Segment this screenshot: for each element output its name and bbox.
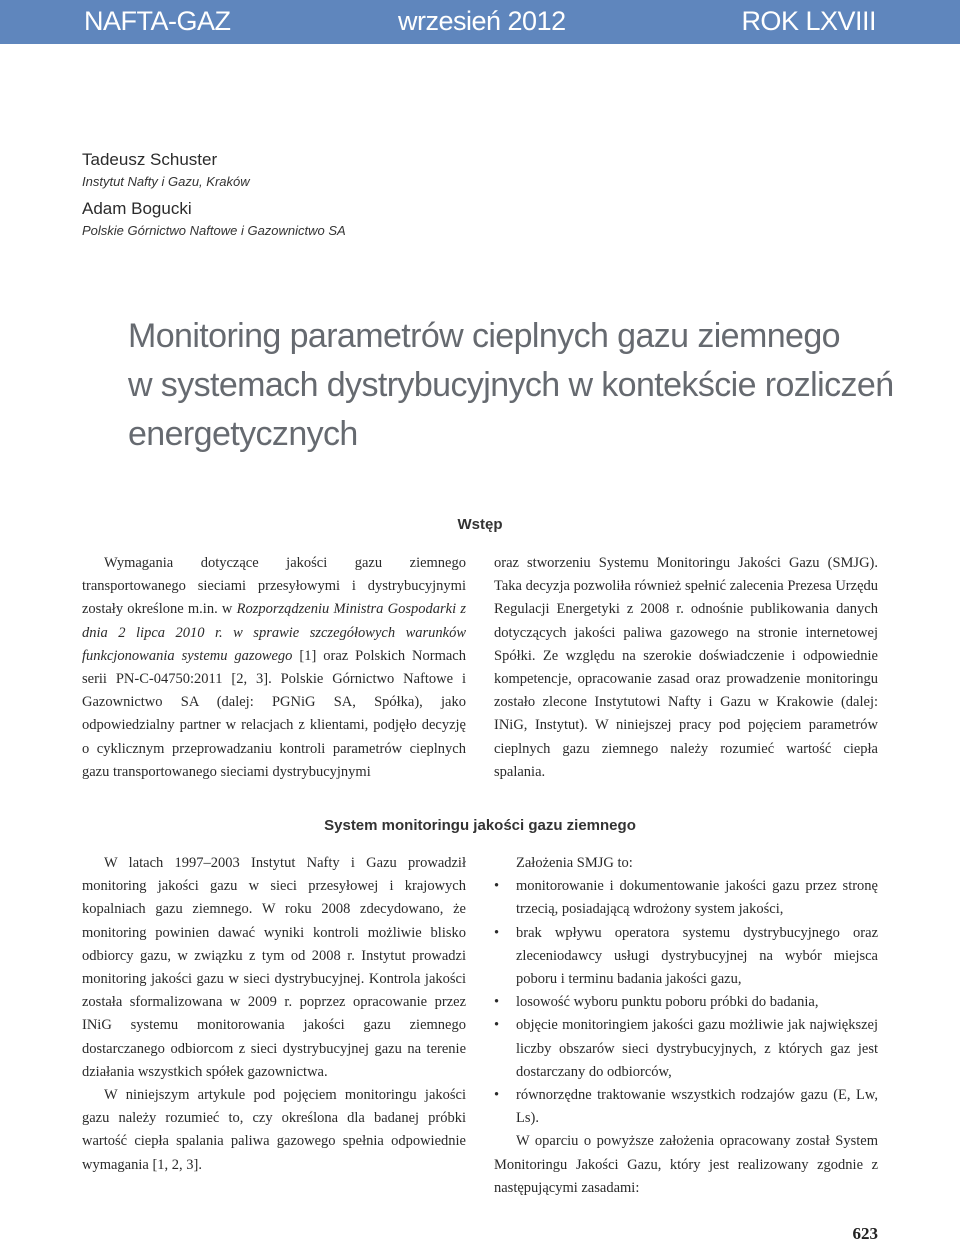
list-item: • objęcie monitoringiem jakości gazu możliwie jak największej liczby obszarów sieci dystrybucyjnych, z których gaz jest dostarczany do odbiorców, (494, 1014, 878, 1084)
author-affiliation: Polskie Górnictwo Naftowe i Gazownictwo SA (82, 223, 346, 238)
title-line: energetycznych (128, 415, 358, 453)
text-run: Wymagania dotyczące jakości gazu ziemnego transportowanego sieciami przesyłowymi i dystrybucyjnymi zostały określone m.in. w (82, 555, 466, 618)
section-heading-monitoring-system: System monitoringu jakości gazu ziemnego (324, 817, 636, 834)
title-line: w systemach dystrybucyjnych w kontekście rozliczeń (128, 366, 894, 404)
author-name: Tadeusz Schuster (82, 150, 218, 169)
journal-name: NAFTA-GAZ (84, 6, 231, 36)
system-left-column (82, 852, 466, 1177)
regulation-citation: Rozporządzeniu Ministra Gospodarki z dnia 2 lipca 2010 r. w sprawie szczegółowych warunków funkcjonowania systemu gazowego (82, 601, 466, 664)
journal-header-banner (0, 0, 960, 44)
paragraph (82, 552, 466, 784)
list-intro: Założenia SMJG to: (516, 855, 633, 871)
list-item: • równorzędne traktowanie wszystkich rodzajów gazu (E, Lw, Ls). (494, 1084, 878, 1130)
article-title (128, 312, 928, 459)
text-run: [1] oraz Polskich Normach serii PN-C-04750:2011 [2, 3]. Polskie Górnictwo Naftowe i Gazownictwo SA (dalej: PGNiG SA, Spółka), jako odpowiedzialny partner w relacjach z klientami, podjęło decyzję o cyklicznym przeprowadzaniu kontroli parametrów cieplnych gazu transportowanego sieciami dystrybucyjnymi (82, 647, 466, 780)
paragraph: W latach 1997–2003 Instytut Nafty i Gazu prowadził monitoring jakości gazu w sieci przesyłowej i krajowych kopalniach gazu ziemnego. W roku 2008 zdecydowano, że monitoring powinien dawać wyniki kontroli możliwie blisko odbiorcy gazu, w związku z tym od 2008 r. Instytut prowadzi monitoring jakości gazu w sieci dystrybucyjnej. Kontrola jakości została sformalizowana w 2009 r. poprzez opracowanie przez INiG systemu monitorowania jakości gazu ziemnego dostarczanego odbiorcom z sieci dystrybucyjnej gazu na terenie działania wszystkich spółek gazownictwa. (82, 855, 466, 1080)
title-line: Monitoring parametrów cieplnych gazu ziemnego (128, 317, 840, 355)
page-number: 623 (852, 1224, 878, 1243)
assumptions-list (494, 875, 878, 1130)
volume-year: ROK LXVIII (741, 6, 876, 36)
author-name: Adam Bogucki (82, 199, 192, 218)
system-right-column (494, 852, 878, 1200)
author-list (82, 150, 346, 238)
list-item: • monitorowanie i dokumentowanie jakości gazu przez stronę trzecią, posiadającą wdrożony system jakości, (494, 875, 878, 921)
intro-left-column (82, 552, 466, 784)
issue-date: wrzesień 2012 (398, 6, 566, 36)
paragraph: W niniejszym artykule pod pojęciem monitoringu jakości gazu należy rozumieć to, czy określona dla badanej próbki wartość ciepła spalania paliwa gazowego spełnia odpowiednie wymagania [1, 2, 3]. (82, 1087, 466, 1173)
list-item: • losowość wyboru punktu poboru próbki do badania, (494, 991, 878, 1014)
author-affiliation: Instytut Nafty i Gazu, Kraków (82, 174, 250, 189)
intro-right-column (494, 552, 878, 784)
section-heading-introduction: Wstęp (457, 516, 503, 533)
paragraph: W oparciu o powyższe założenia opracowany został System Monitoringu Jakości Gazu, który jest realizowany zgodnie z następującymi zasadami: (494, 1133, 878, 1196)
paragraph: oraz stworzeniu Systemu Monitoringu Jakości Gazu (SMJG). Taka decyzja pozwoliła również spełnić zalecenia Prezesa Urzędu Regulacji Energetyki z 2008 r. odnośnie publikowania danych dotyczących jakości paliwa gazowego na stronie internetowej Spółki. Ze względu na szerokie doświadczenie i odpowiednie kompetencje, opracowanie zasad oraz prowadzenie monitoringu zostało zlecone Instytutowi Nafty i Gazu w Krakowie (dalej: INiG, Instytut). W niniejszej pracy pod pojęciem parametrów cieplnych gazu ziemnego należy rozumieć wartość ciepła spalania. (494, 555, 878, 780)
author-entry (82, 150, 346, 189)
list-item: • brak wpływu operatora systemu dystrybucyjnego oraz zleceniodawcy usługi dystrybucyjnej na wybór miejsca poboru i terminu badania jakości gazu, (494, 922, 878, 992)
author-entry (82, 199, 346, 238)
